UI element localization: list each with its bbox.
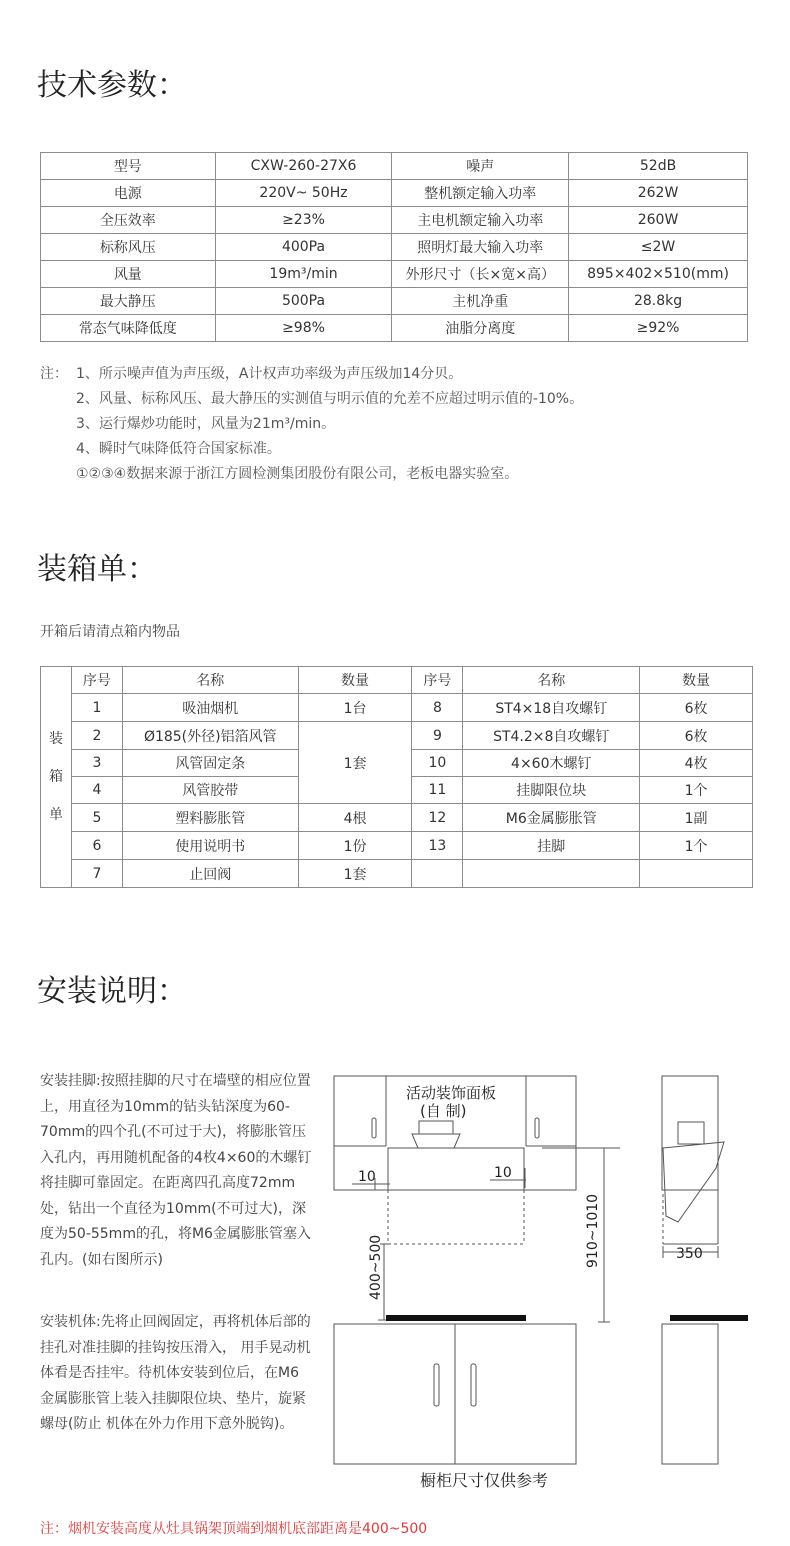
spec-cell: 油脂分离度	[392, 315, 569, 342]
spec-cell: ≥98%	[215, 315, 392, 342]
packing-table	[40, 666, 753, 888]
spec-cell: 型号	[41, 153, 216, 180]
dim-height-label: 910~1010	[585, 1193, 601, 1268]
handle-icon	[471, 1364, 476, 1406]
table-row: 3 风管固定条 10 4×60木螺钉 4枚	[41, 750, 753, 777]
table-row: 2 Ø185(外径)铝箔风管 1套 9 ST4.2×8自攻螺钉 6枚	[41, 722, 753, 750]
panel-sublabel: (自 制)	[420, 1102, 467, 1120]
table-row: 7 止回阀 1套	[41, 860, 753, 888]
tech-spec-table	[40, 152, 748, 342]
spec-cell: 400Pa	[215, 234, 392, 261]
note-line-5: ①②③④数据来源于浙江方圆检测集团股份有限公司，老板电器实验室。	[76, 466, 519, 482]
note-line-3: 3、运行爆炒功能时，风量为21m³/min。	[76, 416, 336, 432]
spec-cell: 262W	[569, 180, 748, 207]
table-row	[41, 207, 748, 234]
spec-cell: 主电机额定输入功率	[392, 207, 569, 234]
spec-cell: CXW-260-27X6	[215, 153, 392, 180]
packing-intro: 开箱后请清点箱内物品	[40, 624, 180, 640]
table-row	[41, 288, 748, 315]
table-row: 4 风管胶带 11 挂脚限位块 1个	[41, 777, 753, 804]
install-bracket-paragraph: 安装挂脚:按照挂脚的尺寸在墙壁的相应位置上，用直径为10mm的钻头钻深度为60-70mm的四个孔(不可过于大)，将膨胀管压入孔内，再用随机配备的4枚4×60的木螺钉将挂脚可靠固定。在距离四孔高度72mm 处，钻出一个直径为10mm(不可过大)，深度为50-55mm的孔，将M6金属膨胀管塞入孔内。(如右图所示)	[40, 1073, 312, 1268]
packing-header-cell: 序号	[412, 667, 463, 694]
spec-cell: 最大静压	[41, 288, 216, 315]
spec-cell: 19m³/min	[215, 261, 392, 288]
table-row: 5 塑料膨胀管 4根 12 M6金属膨胀管 1副	[41, 804, 753, 832]
spec-cell: 28.8kg	[569, 288, 748, 315]
dim-right-label: 10	[494, 1165, 512, 1181]
note-line-4: 4、瞬时气味降低符合国家标准。	[76, 441, 281, 457]
spec-cell: 外形尺寸（长×宽×高）	[392, 261, 569, 288]
table-row: 6 使用说明书 1份 13 挂脚 1个	[41, 832, 753, 860]
spec-cell: 标称风压	[41, 234, 216, 261]
spec-cell: 电源	[41, 180, 216, 207]
packing-header-cell: 名称	[463, 667, 640, 694]
spec-cell: 常态气味降低度	[41, 315, 216, 342]
handle-icon	[535, 1118, 539, 1138]
table-row	[41, 180, 748, 207]
table-row	[41, 153, 748, 180]
dim-depth-label: 350	[676, 1246, 703, 1262]
handle-icon	[372, 1118, 376, 1138]
dim-install-label: 400~500	[368, 1234, 384, 1300]
spec-cell: 260W	[569, 207, 748, 234]
spec-cell: 52dB	[569, 153, 748, 180]
installation-diagram	[320, 1068, 760, 1498]
packing-header-cell: 数量	[298, 667, 412, 694]
side-view-outline	[662, 1076, 718, 1190]
spec-cell: ≥92%	[569, 315, 748, 342]
spec-cell: 主机净重	[392, 288, 569, 315]
tech-section-title: 技术参数：	[37, 68, 187, 103]
install-section-title: 安装说明：	[37, 974, 187, 1009]
table-row	[41, 315, 748, 342]
note-label: 注：	[40, 366, 68, 382]
cabinet-caption: 橱柜尺寸仅供参考	[420, 1471, 549, 1490]
spec-cell: 220V~ 50Hz	[215, 180, 392, 207]
tech-notes	[40, 362, 583, 487]
packing-header-cell: 数量	[640, 667, 753, 694]
spec-cell: 噪声	[392, 153, 569, 180]
handle-icon	[434, 1364, 439, 1406]
packing-side-label: 装 箱 单	[41, 667, 72, 888]
note-line-2: 2、风量、标称风压、最大静压的实测值与明示值的允差不应超过明示值的-10%。	[76, 391, 584, 407]
packing-header-cell: 序号	[71, 667, 122, 694]
spec-cell: 500Pa	[215, 288, 392, 315]
packing-header-cell: 名称	[122, 667, 298, 694]
spec-cell: 895×402×510(mm)	[569, 261, 748, 288]
spec-cell: ≥23%	[215, 207, 392, 234]
spec-cell: 全压效率	[41, 207, 216, 234]
spec-cell: 照明灯最大输入功率	[392, 234, 569, 261]
footer-note: 注：烟机安装高度从灶具锅架顶端到烟机底部距离是400~500	[40, 1521, 428, 1537]
panel-label: 活动装饰面板	[406, 1084, 497, 1102]
packing-header-row	[41, 667, 753, 694]
dim-left-label: 10	[358, 1169, 376, 1185]
packing-section-title: 装箱单：	[37, 552, 157, 587]
install-body-paragraph: 安装机体:先将止回阀固定，再将机体后部的挂孔对准挂脚的挂钩按压滑入， 用手晃动机体看是否挂牢。待机体安装到位后，在M6金属膨胀管上装入挂脚限位块、垫片，旋紧螺母(防止 机体在外力作用下意外脱钩)。	[40, 1314, 311, 1432]
spec-cell: 风量	[41, 261, 216, 288]
table-row: 1 吸油烟机 1台 8 ST4×18自攻螺钉 6枚	[41, 694, 753, 722]
table-row	[41, 234, 748, 261]
table-row	[41, 261, 748, 288]
spec-cell: 整机额定输入功率	[392, 180, 569, 207]
note-line-1: 注： 1、所示噪声值为声压级，A计权声功率级为声压级加14分贝。	[40, 362, 583, 387]
spec-cell: ≤2W	[569, 234, 748, 261]
